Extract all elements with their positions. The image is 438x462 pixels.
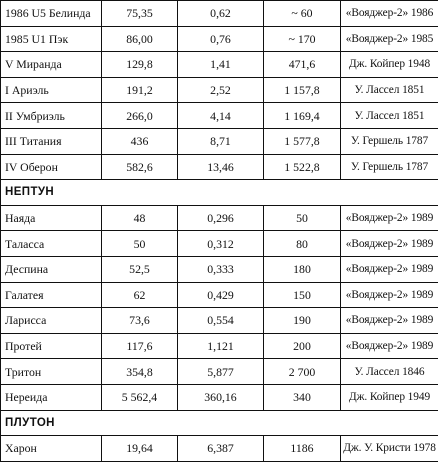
table-row [1,359,438,385]
discovery: У. Лассел 1851 [341,77,438,103]
diameter: 50 [264,205,341,231]
discovery: Дж. Койпер 1949 [341,384,438,410]
diameter: 190 [264,308,341,334]
orbital-period: 0,333 [178,256,264,282]
table-row [1,282,438,308]
diameter: 1 157,8 [264,77,341,103]
moon-name: Ларисса [1,308,102,334]
orbit-distance: 73,6 [102,308,178,334]
diameter: 180 [264,256,341,282]
discovery: «Вояджер-2» 1989 [341,333,438,359]
orbital-period: 0,76 [178,26,264,52]
orbital-period: 1,41 [178,52,264,78]
moon-name: Нереида [1,384,102,410]
diameter: 1186 [264,436,341,462]
orbit-distance: 129,8 [102,52,178,78]
orbital-period: 1,121 [178,333,264,359]
moon-name: Деспина [1,256,102,282]
orbital-period: 0,429 [178,282,264,308]
discovery: У. Гершель 1787 [341,154,438,180]
orbit-distance: 52,5 [102,256,178,282]
discovery: «Вояджер-2» 1989 [341,231,438,257]
moons-table-body [1,1,438,462]
orbital-period: 2,52 [178,77,264,103]
orbital-period: 8,71 [178,128,264,154]
moon-name: Протей [1,333,102,359]
table-row [1,205,438,231]
orbital-period: 0,554 [178,308,264,334]
orbital-period: 6,387 [178,436,264,462]
discovery: «Вояджер-2» 1989 [341,282,438,308]
orbital-period: 5,877 [178,359,264,385]
discovery: У. Лассел 1851 [341,103,438,129]
discovery: У. Лассел 1846 [341,359,438,385]
moon-name: V Миранда [1,52,102,78]
orbit-distance: 62 [102,282,178,308]
orbit-distance: 19,64 [102,436,178,462]
table-row [1,26,438,52]
orbital-period: 360,16 [178,384,264,410]
moon-name: 1986 U5 Белинда [1,1,102,27]
orbit-distance: 117,6 [102,333,178,359]
table-row [1,154,438,180]
discovery: Дж. Койпер 1948 [341,52,438,78]
diameter: 1 169,4 [264,103,341,129]
moon-name: II Умбриэль [1,103,102,129]
orbit-distance: 436 [102,128,178,154]
orbit-distance: 354,8 [102,359,178,385]
table-row [1,308,438,334]
discovery: «Вояджер-2» 1986 [341,1,438,27]
diameter: ~ 60 [264,1,341,27]
orbit-distance: 191,2 [102,77,178,103]
table-row [1,231,438,257]
orbit-distance: 48 [102,205,178,231]
moon-name: Галатея [1,282,102,308]
discovery: Дж. У. Кристи 1978 [341,436,438,462]
orbit-distance: 266,0 [102,103,178,129]
discovery: «Вояджер-2» 1985 [341,26,438,52]
discovery: У. Гершель 1787 [341,128,438,154]
discovery: «Вояджер-2» 1989 [341,256,438,282]
orbit-distance: 86,00 [102,26,178,52]
moon-name: Харон [1,436,102,462]
diameter: 471,6 [264,52,341,78]
table-row [1,436,438,462]
orbit-distance: 582,6 [102,154,178,180]
section-title-neptune: НЕПТУН [1,180,438,206]
section-title-pluto: ПЛУТОН [1,410,438,436]
diameter: 80 [264,231,341,257]
diameter: 200 [264,333,341,359]
orbital-period: 0,296 [178,205,264,231]
table-row [1,333,438,359]
diameter: 150 [264,282,341,308]
discovery: «Вояджер-2» 1989 [341,205,438,231]
table-row [1,103,438,129]
moon-name: IV Оберон [1,154,102,180]
moon-name: Наяда [1,205,102,231]
moon-name: Таласса [1,231,102,257]
table-row [1,256,438,282]
table-row [1,52,438,78]
table-row [1,1,438,27]
table-row [1,128,438,154]
orbital-period: 4,14 [178,103,264,129]
section-header-row [1,410,438,436]
moon-name: I Ариэль [1,77,102,103]
diameter: 1 577,8 [264,128,341,154]
diameter: 340 [264,384,341,410]
orbital-period: 13,46 [178,154,264,180]
diameter: ~ 170 [264,26,341,52]
orbit-distance: 50 [102,231,178,257]
orbit-distance: 75,35 [102,1,178,27]
orbital-period: 0,62 [178,1,264,27]
table-row [1,384,438,410]
diameter: 2 700 [264,359,341,385]
section-header-row [1,180,438,206]
table-row [1,77,438,103]
diameter: 1 522,8 [264,154,341,180]
moon-name: III Титания [1,128,102,154]
orbit-distance: 5 562,4 [102,384,178,410]
orbital-period: 0,312 [178,231,264,257]
moon-name: Тритон [1,359,102,385]
discovery: «Вояджер-2» 1989 [341,308,438,334]
moon-name: 1985 U1 Пэк [1,26,102,52]
